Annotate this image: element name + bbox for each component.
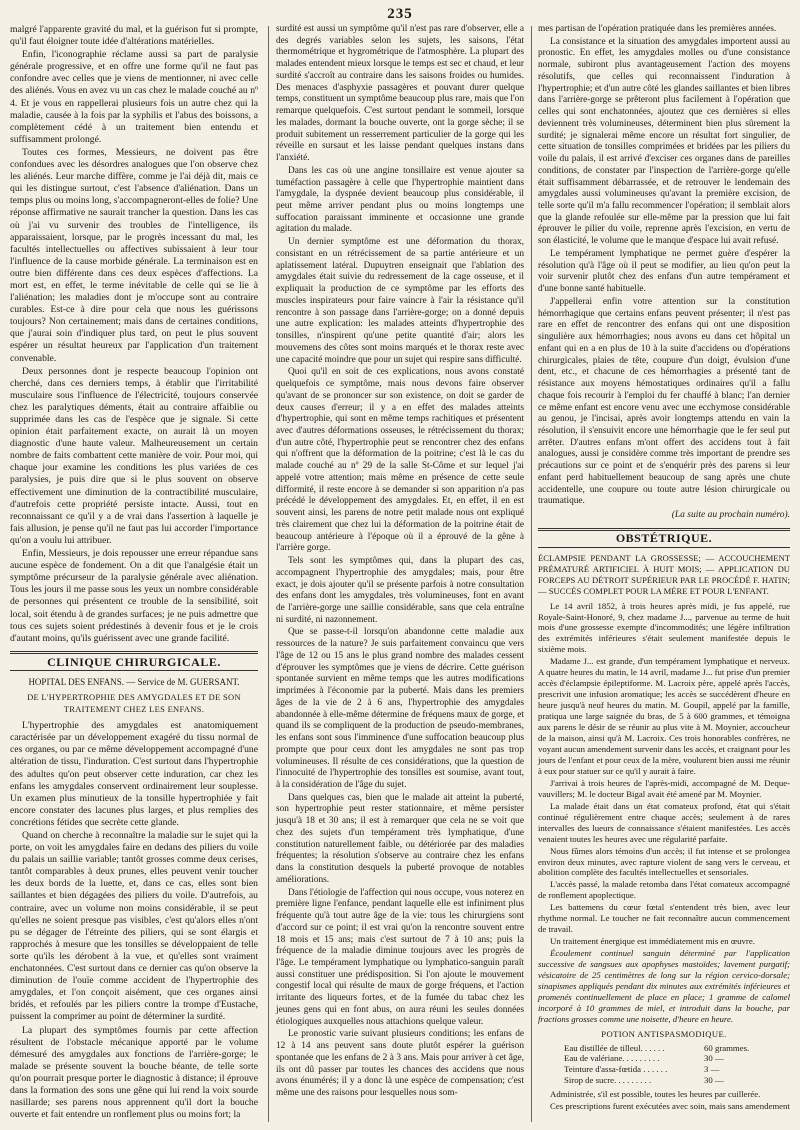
observation-text-end: [538, 1089, 790, 1112]
paragraph: Enfin, Messieurs, je dois repousser une erreur répandue sans aucune espèce de fondement. On a dit que l'analgésie était un symptôme précurseur de la paralysie générale avec aliénation. Tous les jours il me passe sous les yeux un nombre considérable de personnes qui présentent ce trouble de la sensibilité, soit local, soit étendu à de grandes surfaces; je ne puis admettre que tous ces sujets soient prédestinés à devenir fous et je le crois d'autant moins, qu'ils guérissent avec une grande facilité.: [10, 548, 258, 644]
paragraph: Le tempérament lymphatique ne permet guère d'espérer la résolution qu'à l'âge où il peut se modifier, au lieu qu'on peut la voir survenir plutôt chez des enfans d'un autre tempérament et d'une bonne santé habituelle.: [538, 248, 790, 295]
column-2: [276, 24, 524, 1101]
paragraph: Écoulement continuel sanguin déterminé par l'application successive de sangsues aux apophyses mastoïdes; lavement purgatif; vésicatoire de 25 centimètres de long sur la région cervico-dorsale; sinapismes appliqués pendant dix minutes aux extrémités inférieures et promenés continuellement de place en place; 1 gramme de calomel incorporé à 10 grammes de miel, et introduit dans la bouche, par fractions grosses comme une noisette, d'heure en heure.: [538, 948, 790, 1024]
paragraph: Administrée, s'il est possible, toutes les heures par cuillerée.: [550, 1089, 761, 1100]
paragraph: Dans les cas où une angine tonsillaire est venue ajouter sa tuméfaction passagère à celle que l'hypertrophie maintient dans l'amygdale, la dyspnée devient beaucoup plus considérable, il peut même arriver pendant plus ou moins longtemps une suffocation paraissant imminente et occasionne une grande agitation du malade.: [276, 165, 524, 235]
paragraph: La consistance et la situation des amygdales importent aussi au pronostic. En effet, les amygdales molles ou d'une consistance normale, subiront plus avantageusement l'action des moyens résolutifs, que celles qui reconnaissent l'induration à l'hypertrophie; et d'un autre côté les glandes saillantes et bien libres dans l'arrière-gorge se prêteront plus facilement à l'opération que celles qui sont enchatonnées, ajoutez que ces dernières si elles deviennent très volumineuses, déterminent bien plus sûrement la surdité; je signalerai même encore un résultat fort singulier, de cette situation de tonsilles comprimées et bridées par les piliers du voile du palais, il est arrivé d'exciser ces organes dans de pareilles conditions, de constater par l'inspection de l'arrière-gorge qu'elle était suffisamment débarrassée, et de retrouver le lendemain des amygdales aussi volumineuses qu'avant la première excision, de telle sorte qu'il m'a fallu recommencer l'opération; il semblait alors que la glande refoulée sur elle-même par la pression que lui fait éprouver le pilier du voile, reprenne après l'excision, en vertu de son élasticité, le volume que le manque d'espace lui avait refusé.: [538, 36, 790, 247]
paragraph: J'appellerai enfin votre attention sur la constitution hémorrhagique que certains enfans peuvent présenter; il n'est pas rare en effet de rencontrer des enfans qui ont une disposition singulière aux hémorrhagies; nous avons eu dans cet hôpital un enfant qui en a en plus de 10 à la suite d'accidens ou d'opérations chirurgicales, plaies de tête, coupure d'un doigt, évulsion d'une dent, etc., et chacune de ces hémorrhagies a présenté tant de résistance aux moyens hémostatiques ordinaires qu'il a fallu chaque fois recourir à l'emploi du fer chauffé à blanc; l'an dernier ce même enfant est encore venu avec une ecchymose considérable au genou, je l'incisai, après avoir longtemps attendu en vain la résolution, il s'ensuivit encore une hémorrhagie que le fer seul put arrêter. D'autres enfans m'ont offert des accidens tout à fait analogues, aussi je considère comme très important de prendre ses précautions sur ce point et de s'enquérir près des parens si leur enfant perd habituellement beaucoup de sang après une chute accidentelle, une coupure ou toute autre lésion chirurgicale ou traumatique.: [538, 296, 790, 507]
prescription-list: [564, 1043, 764, 1087]
continued-note: (La suite au prochain numéro).: [671, 510, 790, 521]
observation-text: [538, 601, 790, 1025]
paragraph: Le 14 avril 1852, à trois heures après midi, je fus appelé, rue Royale-Saint-Honoré, 9, chez madame J..., parvenue au terme de huit mois d'une grossesse exempte d'incommodités; une légère infiltration des extrémités inférieures s'était seulement manifestée depuis le sixième mois.: [538, 600, 790, 655]
prescription-row: [564, 1043, 764, 1054]
ingredient-qty: 60 grammes.: [704, 1042, 750, 1053]
page-number: 235: [387, 6, 413, 22]
paragraph: L'accès passé, la malade retomba dans l'état comateux accompagné de ronflement apoplectique.: [538, 879, 790, 901]
ingredient-name: Eau de valériane. . . . . . . . .: [564, 1053, 660, 1064]
paragraph: Toutes ces formes, Messieurs, ne doivent pas être confondues avec les désordres analogues que l'on observe chez les aliénés. Leur marche diffère, comme je l'ai déjà dit, mais ce qui les distingue surtout, c'est l'absence d'aliénation. Dans un temps plus ou moins long, s'accompagneront-elles de folie? Une réponse affirmative ne saurait trancher la question. Dans les cas où j'ai vu survenir des troubles de l'intelligence, ils apparaissaient, lorsque, par le progrès incessant du mal, les facultés intellectuelles ou affectives subissaient à leur tour l'influence de la cause morbide générale. La terminaison est en outre bien différente dans ces deux espèces d'affections. La mort est, en effet, le terme inévitable de celle qui se lie à l'aliénation; les maladies dont je m'occupe sont au contraire curables. Est-ce à dire pour cela que nous les guérissons toujours? Non certainement; mais dans de certaines conditions, que j'aurai soin d'indiquer plus tard, on peut le plus souvent espérer un résultat heureux par l'application d'un traitement convenable.: [10, 146, 258, 364]
paragraph: J'arrivai à trois heures de l'après-midi, accompagné de M. Deque-vauvillers; M. le docteur Bigal avait été amené par M. Moynier.: [538, 777, 790, 799]
paragraph: Les battemens du cœur fœtal s'entendent très bien, avec leur rhythme normal. Le toucher ne fait reconnaître aucun commencement de travail.: [538, 902, 790, 935]
paragraph: Que se passe-t-il lorsqu'on abandonne cette maladie aux ressources de la nature? Je suis parfaitement convaincu que vers l'âge de 12 ou 15 ans le plus grand nombre des malades cessent d'éprouver les symptômes que je viens de décrire. Cette guérison spontanée survient en même temps que les autres modifications imprimées à l'économie par la puberté. Mais dans les premiers âges de la vie de 2 à 6 ans, l'hypertrophie des amygdales abandonnée à elle-même détermine de fréquens maux de gorge, et quand ils se compliquent de la production de pseudo-membranes, les enfans sont sous l'imminence d'une suffocation beaucoup plus prompte que pour ceux dont les amygdales ne sont pas trop volumineuses. Il résulte de ces considérations, que la question de l'innocuité de l'hypertrophie des tonsilles est soumise, avant tout, à la considération de l'âge du sujet.: [276, 627, 524, 790]
article-heading: ÉCLAMPSIE PENDANT LA GROSSESSE; — ACCOUCHEMENT PRÉMATURÉ ARTIFICIEL À HUIT MOIS; — APPLICATION DU FORCEPS AU DÉTROIT SUPÉRIEUR PAR LE PROCÉDÉ F. HATIN; — SUCCÈS COMPLET POUR LA MÈRE ET POUR L'ENFANT.: [538, 552, 790, 596]
paragraph: Deux personnes dont je respecte beaucoup l'opinion ont cherché, dans ces derniers temps, à établir que l'irritabilité musculaire sous l'influence de l'électricité, toujours conservée chez les paralytiques déments, était au contraire affaiblie ou supprimée dans les cas de l'espèce que je signale. Si cette opinion était parfaitement exacte, on aurait là un moyen diagnostic d'une haute valeur. Malheureusement un certain nombre de faits combattent cette manière de voir. Pour moi, qui chaque jour examine les conditions les plus variées de ces paralysies, je puis dire que si le plus souvent on observe effectivement une diminution de la contractibilité musculaire, d'autrefois cette propriété persiste intacte. Aussi, tout en reconnaissant ce qu'il y a de vrai dans l'assertion à laquelle je fais allusion, je pense qu'il ne faut pas lui accorder l'importance qu'on a voulu lui attribuer.: [10, 365, 258, 546]
column-3: [538, 24, 790, 1113]
paragraph: Enfin, l'iconographie réclame aussi sa part de paralysie générale progressive, et en offre une forme qu'il ne faut pas confondre avec celles que je viens de mentionner, ni avec celle des aliénés. Vous en avez vu un cas chez le malade couché au nº 4. Et je vous en rappellerai plusieurs fois un autre chez qui la maladie, causée à la fois par la syphilis et l'abus des boissons, a complètement cédé à un traitement bien entendu et suffisamment prolongé.: [10, 49, 258, 145]
paragraph: mes partisan de l'opération pratiquée dans les premières années.: [538, 24, 777, 34]
ingredient-name: Eau distillée de tilleul. . . . . .: [564, 1042, 665, 1053]
column-divider: [268, 26, 269, 1122]
section-service: HOPITAL DES ENFANS. — Service de M. GUERSANT.: [28, 676, 240, 687]
section-title: CLINIQUE CHIRURGICALE.: [10, 651, 258, 671]
ingredient-qty: 3 —: [704, 1064, 720, 1075]
ingredient-qty: 30 —: [704, 1053, 724, 1064]
paragraph: Ces prescriptions furent exécutées avec soin, mais sans amendement: [550, 1101, 790, 1112]
prescription-row: [564, 1064, 764, 1075]
paragraph: L'hypertrophie des amygdales est anatomiquement caractérisée par un développement exagéré du tissu normal de ces organes, ou par ce même développement accompagné d'une altération de tissu, l'induration. C'est surtout dans l'hypertrophie des adultes qu'on peut observer cette induration, car chez les enfans les amygdales conservent ordinairement leur souplesse. Un examen plus minutieux de la tonsille hypertrophiée y fait encore constater des lacunes plus larges, et plus remplies des concrétions fétides que secrète cette glande.: [10, 720, 258, 828]
paragraph: surdité est aussi un symptôme qu'il n'est pas rare d'observer, elle a des degrés variables selon les sujets, les saisons, l'état thermométrique et hygrométrique de l'atmosphère. La plupart des malades entendent mieux lorsque le temps est sec et chaud, et leur surdité s'accroît au contraire dans les saisons froides ou humides. Des menaces d'asphyxie passagères et pouvant durer quelque temps, constituent un symptôme beaucoup plus rare, mais que l'on remarque quelquefois. C'est surtout pendant le sommeil, lorsque les malades, dormant la bouche ouverte, ont la gorge sèche; il se produit subitement un resserrement particulier de la gorge qui les réveille en sursaut et les laisse pendant quelques instans dans l'anxiété.: [276, 24, 524, 164]
paragraph: Dans quelques cas, bien que le malade ait atteint la puberté, son hypertrophie peut rester stationnaire, et même persister jusqu'à 18 et 30 ans; il est à remarquer que cela ne se voit que chez des sujets d'un tempérament très lymphatique, d'une constitution naturellement faible, ou détériorée par des maladies fréquentes; la résolution s'observe au contraire chez les enfans dans la constitution desquels la puberté provoque de notables améliorations.: [276, 792, 524, 885]
prescription-row: [564, 1053, 764, 1064]
prescription-title: POTION ANTISPASMODIQUE.: [601, 1028, 727, 1039]
paragraph: Quand on cherche à reconnaître la maladie sur le sujet qui la porte, on voit les amygdales faire en dedans des piliers du voile du palais un saillie variable; tantôt grosses comme deux cerises, tantôt comparables à deux prunes, elles peuvent venir toucher les deux bords de la luette, et, dans ce cas, elles sont bien saillantes et bien dégagées des piliers du voile. D'autrefois, au contraire, avec un volume non moins considérable, il se peut qu'elles ne soient presque pas visibles, c'est qu'alors elles n'ont pu se dégager de l'étreinte des piliers, qui se sont élargis et rapprochés à mesure que les tonsilles se développaient de telle sorte qu'ils les dérobent à la vue, et qu'elles sont vraiment enchatonnées. C'est surtout dans ce dernier cas qu'on observe la diminution de l'ouïe comme accident de l'hypertrophie des amygdales, et l'on conçoit aisément, que ces organes ainsi bridés, et refoulés par les piliers contre la trompe d'Eustache, puissent la comprimer au point de déterminer la surdité.: [10, 830, 258, 1023]
column-divider: [531, 26, 532, 1122]
ingredient-name: Sirop de sucre. . . . . . . . .: [564, 1075, 652, 1086]
paragraph: Un dernier symptôme est une déformation du thorax, consistant en un rétrécissement de sa partie antérieure et un aplatissement latéral. Dupuytren enseignait que l'ablation des amygdales était suivie du redressement de la cage osseuse, et il expliquait la production de ce symptôme par les efforts des muscles inspirateurs pour faire vaincre à l'air la résistance qu'il rencontre à son passage dans l'arrière-gorge; on a donné depuis une autre explication: les malades atteints d'hypertrophie des tonsilles, n'inspirent qu'une petite quantité d'air; alors les mouvemens des côtes sont moins marqués et le thorax reste avec une capacité moindre que pour un sujet qui respire sans difficulté.: [276, 237, 524, 365]
paragraph: Madame J... est grande, d'un tempérament lymphatique et nerveux. A quatre heures du matin, le 14 avril, madame J... fut prise d'un premier accès d'éclampsie épileptiforme. M. Lacroix père, appelé après l'accès, prescrivit une infusion aromatique; les accès se succédèrent d'heure en heure jusqu'à neuf heures du matin. M. Goupil, appelé par la famille, pratiqua une large saignée du bras, de 5 à 600 grammes, et témoigna aux parens le désir de se réunir au plus vite à M. Moynier, accoucheur de la maison, ainsi qu'à M. Lacroix. Ces trois honorables confrères, ne voyant aucun amendement survenir dans les accès, et craignant pour les jours de l'enfant et pour ceux de la mère, voulurent bien aussi me réunir à eux pour statuer sur ce qu'il y aurait à faire.: [538, 656, 790, 776]
paragraph: Un traitement énergique est immédiatement mis en œuvre.: [550, 936, 755, 947]
paragraph: La malade était dans un état comateux profond, état qui s'était continué régulièrement entre chaque accès; seulement à de rares intervalles des lueurs de connaissance s'étaient manifestées. Les accès venaient toutes les heures avec une régularité parfaite.: [538, 800, 790, 844]
paragraph: Dans l'étiologie de l'affection qui nous occupe, vous noterez en première ligne l'enfance, pendant laquelle elle est infiniment plus fréquente qu'à tout autre âge de la vie: tous les chirurgiens sont d'accord sur ce point; il est vrai qu'on la rencontre souvent entre 18 mois et 15 ans; mais c'est surtout de 7 à 10 ans; puis la fréquence de la maladie diminue toujours avec les progrès de l'âge. Le tempérament lymphatique ou lymphatico-sanguin paraît aussi constituer une prédisposition. Si l'on ajoute le mouvement congestif local qui résulte de maux de gorge fréquens, et l'action irritante des liqueurs fortes, et de la fumée du tabac chez les jeunes gens qui en font abus, on aura réuni les seules données étiologiques auxquelles nous attachions quelque valeur.: [276, 887, 524, 1027]
paragraph: Nous fûmes alors témoins d'un accès; il fut intense et se prolongea environ deux minutes, avec rapture violent de sang vers le cerveau, et abolition complète des facultés intellectuelles et sensoriales.: [538, 845, 790, 878]
section-title: OBSTÉTRIQUE.: [538, 528, 790, 548]
ingredient-name: Teinture d'assa-fœtida . . . . . .: [564, 1064, 668, 1075]
paragraph: La plupart des symptômes fournis par cette affection résultent de l'obstacle mécanique apporté par le volume démesuré des amygdales aux fonctions de l'arrière-gorge; le malade se présente souvent la bouche béante, de telle sorte qu'on pourrait presque porter le diagnostic à distance; il éprouve dans la formation des sons une gêne qui lui rend la voix sourde nasillarde; ses parens nous apprennent qu'il dort la bouche ouverte et fait entendre un ronflement plus ou moins fort; la: [10, 1024, 258, 1121]
paragraph: Le pronostic varie suivant plusieurs conditions; les enfans de 12 à 14 ans peuvent sans doute plutôt espérer la guérison spontanée que les enfans de 2 à 3 ans. Mais pour arriver à cet âge, ils ont dû passer par toutes les chances des accidens que nous avons énumérés; il y a donc là une espèce de compensation; c'est même une des raisons pour lesquelles nous som-: [276, 1029, 524, 1099]
paragraph: malgré l'apparente gravité du mal, et la guérison fut si prompte, qu'il faut éloigner toute idée d'altérations matérielles.: [10, 24, 258, 48]
ingredient-qty: 30 —: [704, 1075, 724, 1086]
column-1: [10, 24, 258, 1122]
prescription-row: [564, 1075, 764, 1086]
paragraph: Tels sont les symptômes qui, dans la plupart des cas, accompagnent l'hypertrophie des amygdales; mais, pour être exact, je dois ajouter qu'il se présente parfois à notre consultation des enfans dont les amygdales, très volumineuses, font en avant de l'arrière-gorge une saillie considérable, sans que cela entraîne ni surdité, ni nazonnement.: [276, 556, 524, 625]
paragraph: Quoi qu'il en soit de ces explications, nous avons constaté quelquefois ce symptôme, mais nous devons faire observer qu'avant de se prononcer sur son existence, on doit se garder de deux causes d'erreur; il y a en effet des malades atteints d'hypertrophie, qui sont en même temps rachitiques et présentent avec d'autres déformations osseuses, le rétrécissement du thorax; d'un autre côté, l'hypertrophie peut se rencontrer chez des enfans qui n'offrent que la déformation de la poitrine; c'est là le cas du malade couché au nº 29 de la salle St-Côme et sur lequel j'ai appelé votre attention; mais même en présence de cette seule difformité, il reste encore à se demander si son apparition n'a pas précédé le développement des amygdales. Et, en effet, il en est souvent ainsi, les parens de notre petit malade nous ont expliqué très clairement que chez lui la déformation de la poitrine était de beaucoup antérieure à l'époque où il a éprouvé de la gêne à l'arrière gorge.: [276, 367, 524, 554]
article-title: DE L'HYPERTROPHIE DES AMYGDALES ET DE SON TRAITEMENT CHEZ LES ENFANS.: [27, 691, 241, 715]
